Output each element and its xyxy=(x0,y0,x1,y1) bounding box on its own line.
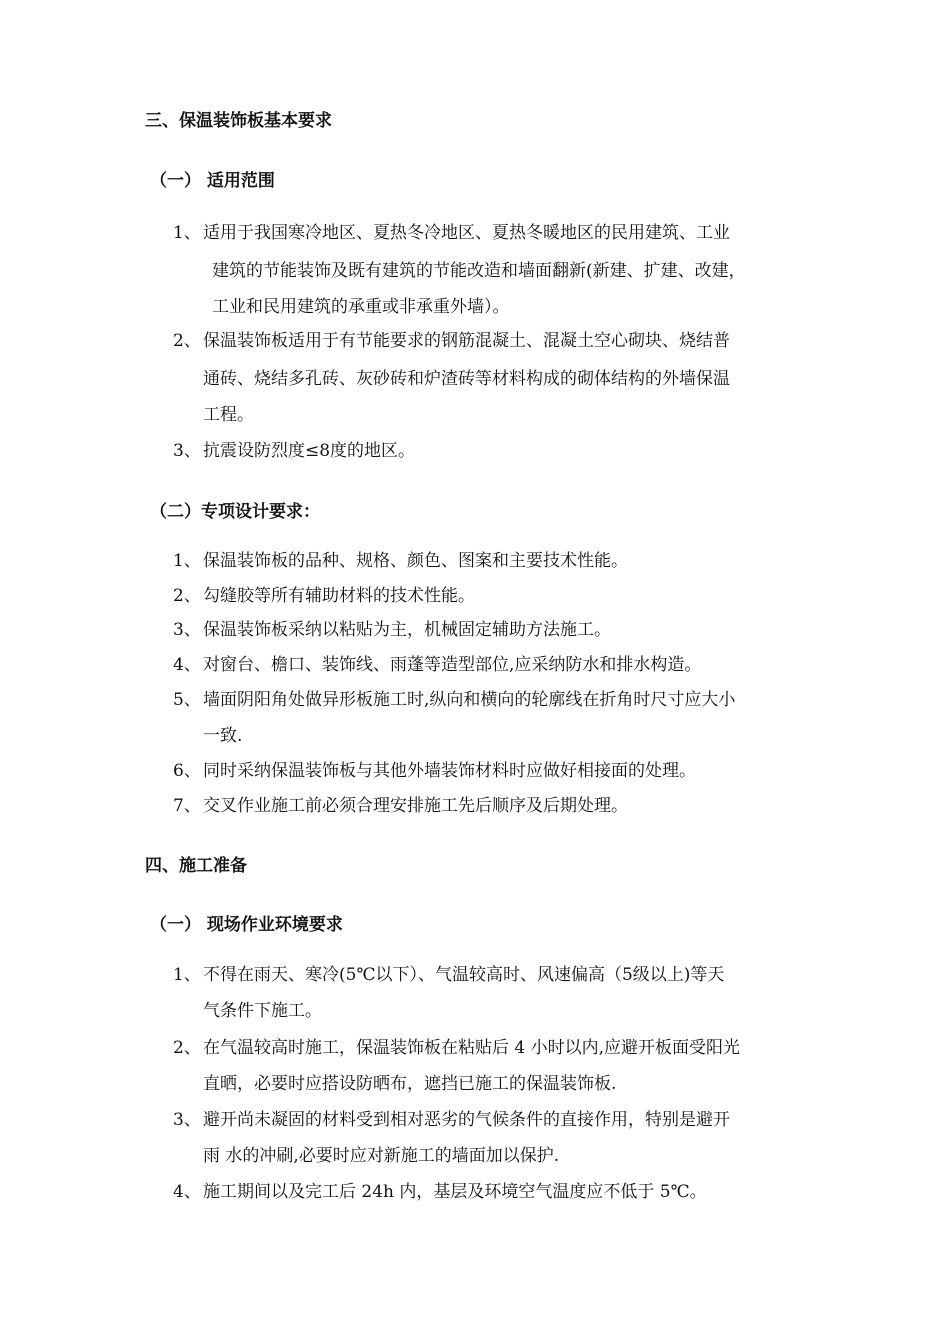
list-item-number: 1、 xyxy=(173,965,201,985)
list-item-text: 通砖、烧结多孔砖、灰砂砖和炉渣砖等材料构成的砌体结构的外墙保温 xyxy=(203,369,730,389)
list-item-text: 建筑的节能装饰及既有建筑的节能改造和墙面翻新(新建、扩建、改建， xyxy=(212,261,746,281)
list-item-number: 1、 xyxy=(173,223,201,243)
list-item-number: 6、 xyxy=(173,761,201,781)
list-item-number: 1、 xyxy=(173,551,201,571)
list-item-number: 2、 xyxy=(173,586,201,606)
list-item-text: 在气温较高时施工，保温装饰板在粘贴后 4 小时以内,应避开板面受阳光 xyxy=(203,1038,741,1058)
list-item-number: 2、 xyxy=(173,1038,201,1058)
list-item-number: 7、 xyxy=(173,796,201,816)
list-item-text: 避开尚未凝固的材料受到相对恶劣的气候条件的直接作用，特别是避开 xyxy=(203,1110,730,1130)
section3-sub1-heading: （一） 适用范围 xyxy=(150,171,275,191)
list-item-number: 4、 xyxy=(173,1182,201,1202)
list-item-number: 2、 xyxy=(173,331,201,351)
list-item-text: 墙面阴阳角处做异形板施工时,纵向和横向的轮廓线在折角时尺寸应大小 xyxy=(203,690,736,710)
list-item-text: 保温装饰板适用于有节能要求的钢筋混凝土、混凝土空心砌块、烧结普 xyxy=(203,331,730,351)
list-item-text: 交叉作业施工前必须合理安排施工先后顺序及后期处理。 xyxy=(203,796,628,816)
list-item-text: 工程。 xyxy=(203,405,254,425)
list-item-text: 同时采纳保温装饰板与其他外墙装饰材料时应做好相接面的处理。 xyxy=(203,761,696,781)
list-item-text: 对窗台、檐口、装饰线、雨蓬等造型部位,应采纳防水和排水构造。 xyxy=(203,655,702,675)
list-item-number: 4、 xyxy=(173,655,201,675)
list-item-text: 抗震设防烈度≤8度的地区。 xyxy=(203,441,416,461)
list-item-text: 一致. xyxy=(203,726,243,746)
list-item-text: 工业和民用建筑的承重或非承重外墙）。 xyxy=(212,297,510,317)
list-item-text: 不得在雨天、寒冷(5℃以下）、气温较高时、风速偏高（5级以上)等天 xyxy=(203,965,725,985)
list-item-text: 保温装饰板的品种、规格、颜色、图案和主要技术性能。 xyxy=(203,551,628,571)
section4-heading: 四、施工准备 xyxy=(145,856,247,876)
section4-sub1-heading: （一） 现场作业环境要求 xyxy=(150,915,343,935)
list-item-text: 勾缝胶等所有辅助材料的技术性能。 xyxy=(203,586,475,606)
section3-sub2-heading: （二）专项设计要求： xyxy=(150,502,320,522)
list-item-number: 3、 xyxy=(173,1110,201,1130)
list-item-number: 3、 xyxy=(173,620,201,640)
list-item-text: 直晒，必要时应搭设防晒布，遮挡已施工的保温装饰板. xyxy=(203,1074,617,1094)
section3-heading: 三、保温装饰板基本要求 xyxy=(145,111,332,131)
list-item-text: 保温装饰板采纳以粘贴为主，机械固定辅助方法施工。 xyxy=(203,620,611,640)
list-item-text: 适用于我国寒冷地区、夏热冬冷地区、夏热冬暖地区的民用建筑、工业 xyxy=(203,223,730,243)
list-item-number: 5、 xyxy=(173,690,201,710)
list-item-number: 3、 xyxy=(173,441,201,461)
list-item-text: 施工期间以及完工后 24h 内，基层及环境空气温度应不低于 5℃。 xyxy=(203,1182,707,1202)
list-item-text: 雨 水的冲刷,必要时应对新施工的墙面加以保护. xyxy=(203,1146,560,1166)
list-item-text: 气条件下施工。 xyxy=(203,1001,322,1021)
